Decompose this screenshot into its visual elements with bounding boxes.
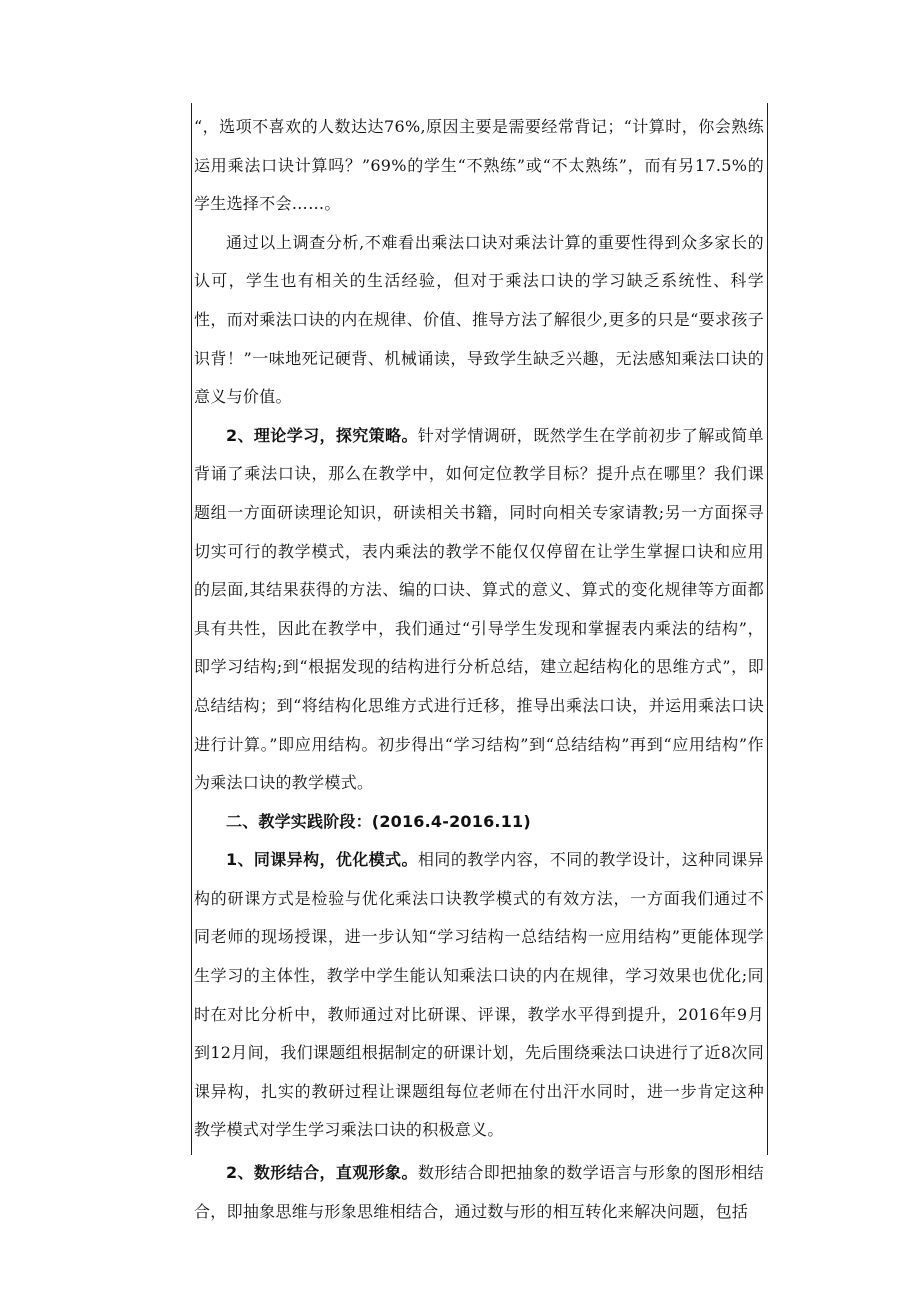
theory-study-body: 针对学情调研，既然学生在学前初步了解或简单背诵了乘法口诀，那么在教学中，如何定位教学目标？提升点在哪里？我们课题组一方面研读理论知识，研读相关书籍，同时向相关专家请教;另一方面探寻切实可行的教学模式，表内乘法的教学不能仅仅停留在让学生掌握口诀和应用的层面,其结果获得的方法、编的口诀、算式的意义、算式的变化规律等方面都具有共性，因此在教学中，我们通过“引导学生发现和掌握表内乘法的结构”，即学习结构;到“根据发现的结构进行分析总结，建立起结构化的思维方式”，即总结结构；到“将结构化思维方式进行迁移，推导出乘法口诀，并运用乘法口诀进行计算。”即应用结构。初步得出“学习结构”到“总结结构”再到“应用结构”作为乘法口诀的教学模式。 <box>194 425 764 793</box>
survey-continuation-paragraph: “，选项不喜欢的人数达达76%,原因主要是需要经常背记；“计算时，你会熟练运用乘法口诀计算吗？”69%的学生“不熟练”或“不太熟练”，而有另17.5%的学生选择不会……。 <box>194 117 764 214</box>
same-lesson-paragraph <box>194 841 764 1150</box>
table-cell-content <box>192 108 766 1231</box>
same-lesson-body: 相同的教学内容，不同的教学设计，这种同课异构的研课方式是检验与优化乘法口诀教学模式的有效方法，一方面我们通过不同老师的现场授课，进一步认知“学习结构一总结结构一应用结构”更能体现学生学习的主体性，教学中学生能认知乘法口诀的内在规律，学习效果也优化;同时在对比分析中，教师通过对比研课、评课，教学水平得到提升，2016年9月到12月间，我们课题组根据制定的研课计划，先后围绕乘法口诀进行了近8次同课异构，扎实的教研过程让课题组每位老师在付出汗水同时，进一步肯定这种教学模式对学生学习乘法口诀的积极意义。 <box>194 850 764 1140</box>
table-right-border <box>767 103 768 1155</box>
number-shape-body: 数形结合即把抽象的数学语言与形象的图形相结合，即抽象思维与形象思维相结合，通过数与形的相互转化来解决问题，包括 <box>194 1163 764 1221</box>
section-heading-practice-stage <box>194 803 764 842</box>
analysis-paragraph: 通过以上调查分析,不难看出乘法口诀对乘法计算的重要性得到众多家长的认可，学生也有相关的生活经验，但对于乘法口诀的学习缺乏系统性、科学性，而对乘法口诀的内在规律、价值、推导方法了解很少,更多的只是“要求孩子识背！”一味地死记硬背、机械诵读，导致学生缺乏兴趣，无法感知乘法口诀的意义与价值。 <box>194 232 764 407</box>
same-lesson-heading: 1、同课异构，优化模式。 <box>226 850 418 870</box>
practice-stage-heading: 二、教学实践阶段：(2016.4-2016.11) <box>226 811 531 831</box>
number-shape-heading: 2、数形结合，直观形象。 <box>226 1163 418 1183</box>
number-shape-paragraph <box>194 1154 764 1231</box>
theory-study-paragraph <box>194 417 764 803</box>
theory-study-heading: 2、理论学习，探究策略。 <box>226 425 418 445</box>
